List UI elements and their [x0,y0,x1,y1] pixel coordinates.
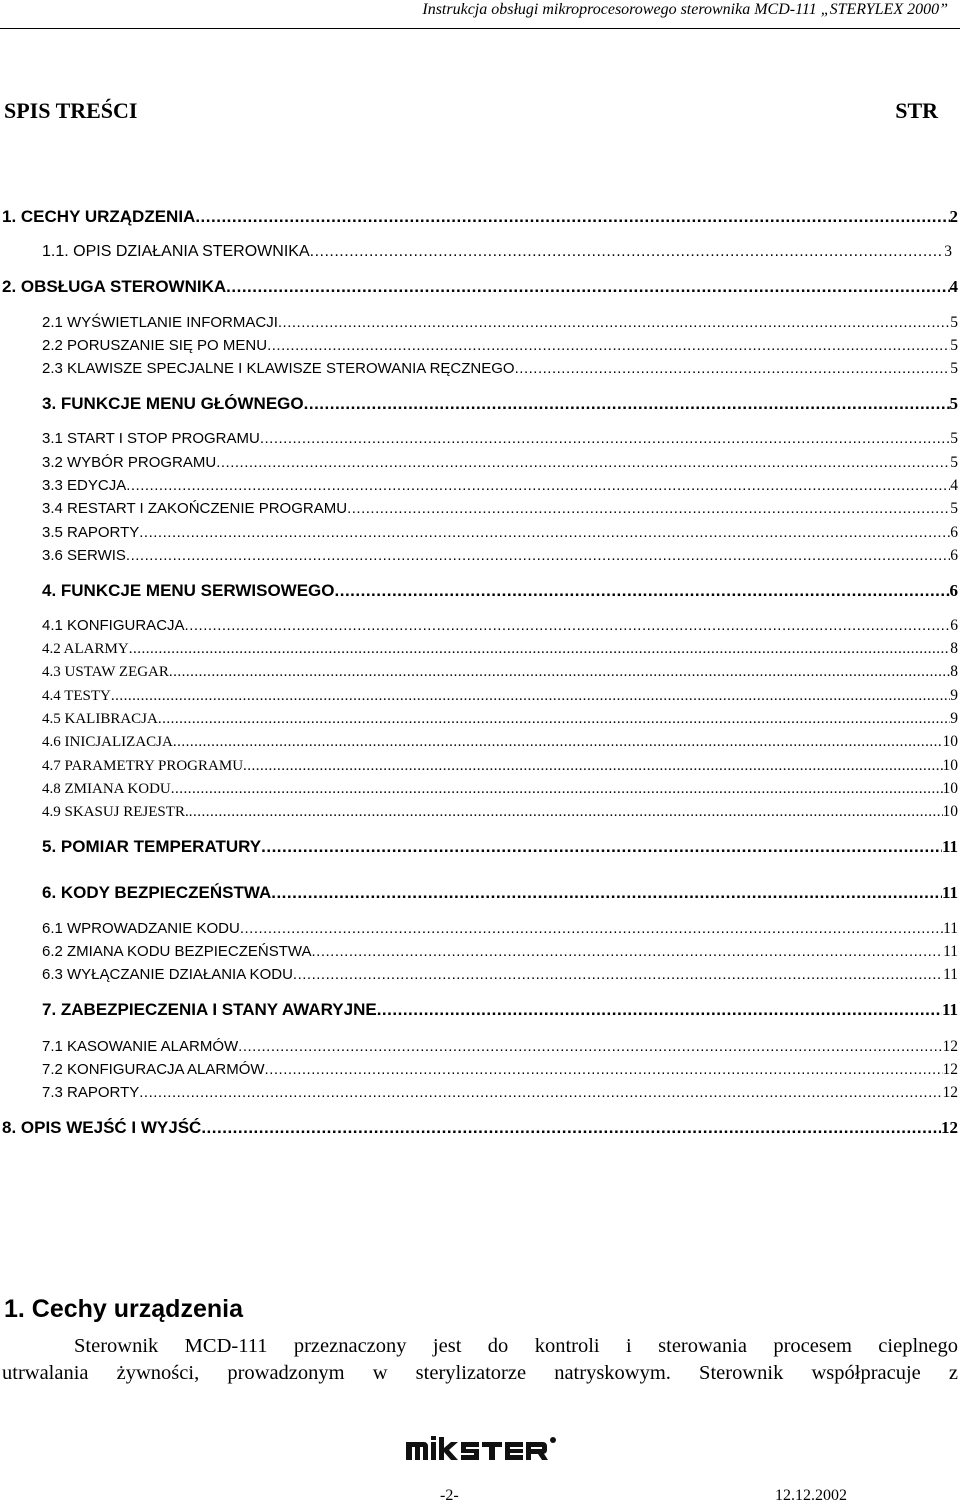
toc-entry-4-5[interactable] [42,708,958,730]
toc-entry-label: 3.6 SERWIS [42,547,126,564]
toc-entry-3[interactable] [42,393,958,415]
toc-entry-label: 2.3 KLAWISZE SPECJALNE I KLAWISZE STEROWANIA RĘCZNEGO [42,360,515,377]
toc-entry-page: 5 [949,394,958,413]
footer-page-number: -2- [440,1487,459,1504]
toc-entry-4-6[interactable] [42,731,958,753]
toc-entry-label: 3.3 EDYCJA [42,477,127,494]
toc-entry-page: 12 [942,1038,958,1055]
header-rule [0,28,960,29]
toc-entry-2-3[interactable] [42,358,958,380]
toc-entry-6-1[interactable] [42,918,958,940]
toc-entry-3-1[interactable] [42,428,958,450]
footer-date: 12.12.2002 [775,1487,847,1504]
toc-entry-3-6[interactable] [42,545,958,567]
toc-entry-label: 2.2 PORUSZANIE SIĘ PO MENU [42,337,268,354]
toc-entry-page: 5 [950,454,958,471]
toc-entry-4-4[interactable] [42,685,958,707]
toc-entry-label: 4.8 ZMIANA KODU [42,781,171,797]
toc-heading [4,96,938,126]
toc-page-column-label: STR [895,98,938,123]
toc-entry-page: 12 [942,1061,958,1078]
toc-entry-2[interactable] [2,276,958,298]
toc-entry-label: 1.1. OPIS DZIAŁANIA STEROWNIKA [42,243,310,260]
toc-entry-page: 11 [943,943,958,960]
toc-entry-label: 4.9 SKASUJ REJESTR. [42,804,189,820]
toc-entry-label: 1. CECHY URZĄDZENIA [2,207,196,226]
toc-entry-page: 10 [942,757,958,774]
toc-entry-page: 12 [942,1084,958,1101]
toc-entry-label: 4.2 ALARMY [42,641,129,657]
toc-entry-4[interactable] [42,580,958,602]
toc-entry-page: 6 [950,547,958,564]
toc-entry-page: 9 [950,687,958,704]
toc-entry-label: 3. FUNKCJE MENU GŁÓWNEGO [42,394,304,413]
toc-entry-6-2[interactable] [42,941,958,963]
toc-entry-page: 6 [950,617,958,634]
toc-entry-4-9[interactable] [42,801,958,823]
toc-entry-page: 5 [950,500,958,517]
toc-entry-2-2[interactable] [42,335,958,357]
toc-entry-label: 3.2 WYBÓR PROGRAMU [42,454,217,471]
body-line-2: utrwalania żywności, prowadzonym w sterylizatorze natryskowym. Sterownik współpracuje z [2,1362,958,1384]
toc-entry-page: 3 [944,243,952,260]
toc-entry-label: 6. KODY BEZPIECZEŃSTWA [42,883,272,902]
toc-entry-page: 10 [942,803,958,820]
toc-entry-page: 12 [941,1118,958,1137]
toc-entry-page: 2 [949,207,958,226]
toc-entry-label: 2.1 WYŚWIETLANIE INFORMACJI [42,314,278,331]
toc-entry-4-7[interactable] [42,755,958,777]
toc-entry-6-3[interactable] [42,964,958,986]
toc-entry-label: 3.4 RESTART I ZAKOŃCZENIE PROGRAMU [42,500,348,517]
toc-entry-label: 3.5 RAPORTY [42,524,140,541]
toc-entry-label: 4.1 KONFIGURACJA [42,617,185,634]
mikster-logo [404,1436,556,1462]
toc-entry-4-8[interactable] [42,778,958,800]
toc-entry-label: 4. FUNKCJE MENU SERWISOWEGO [42,581,335,600]
toc-entry-6[interactable] [42,882,958,904]
toc-entry-3-4[interactable] [42,498,958,520]
toc-entry-label: 2. OBSŁUGA STEROWNIKA [2,277,227,296]
toc-entry-2-1[interactable] [42,312,958,334]
toc-entry-page: 4 [950,477,958,494]
toc-entry-page: 10 [942,733,958,750]
toc-entry-7-3[interactable] [42,1082,958,1104]
toc-title: SPIS TREŚCI [4,98,138,123]
toc-entry-label: 4.5 KALIBRACJA [42,711,158,727]
toc-entry-1[interactable] [2,206,958,228]
toc-entry-page: 5 [950,430,958,447]
toc-entry-1-1[interactable] [42,241,952,263]
toc-entry-page: 6 [950,524,958,541]
toc-entry-label: 3.1 START I STOP PROGRAMU [42,430,260,447]
toc-entry-page: 8 [950,640,958,657]
toc-entry-3-3[interactable] [42,475,958,497]
toc-entry-7-2[interactable] [42,1059,958,1081]
toc-entry-page: 5 [950,337,958,354]
toc-entry-3-2[interactable] [42,452,958,474]
toc-entry-4-3[interactable] [42,661,958,683]
toc-entry-label: 6.3 WYŁĄCZANIE DZIAŁANIA KODU [42,966,293,983]
toc-entry-page: 10 [942,780,958,797]
toc-entry-label: 7.2 KONFIGURACJA ALARMÓW [42,1061,265,1078]
toc-entry-page: 11 [943,966,958,983]
toc-entry-page: 9 [950,710,958,727]
toc-entry-label: 4.3 USTAW ZEGAR [42,664,169,680]
toc-entry-page: 4 [949,277,958,296]
toc-entry-label: 4.4 TESTY [42,688,111,704]
toc-entry-label: 4.6 INICJALIZACJA [42,734,173,750]
toc-entry-page: 11 [941,837,958,856]
toc-entry-8[interactable] [2,1117,958,1139]
toc-entry-label: 7.1 KASOWANIE ALARMÓW [42,1038,239,1055]
toc-entry-page: 11 [941,1000,958,1019]
header-title: Instrukcja obsługi mikroprocesorowego sterownika MCD-111 „STERYLEX 2000” [422,1,948,18]
body-line-1: Sterownik MCD-111 przeznaczony jest do kontroli i sterowania procesem cieplnego [74,1335,958,1357]
toc-entry-page: 5 [950,360,958,377]
toc-entry-label: 8. OPIS WEJŚĆ I WYJŚĆ [2,1118,202,1137]
section-title: 1. Cechy urządzenia [4,1295,243,1323]
toc-entry-3-5[interactable] [42,522,958,544]
toc-entry-4-1[interactable] [42,615,958,637]
toc-entry-4-2[interactable] [42,638,958,660]
toc-entry-5[interactable] [42,836,958,858]
toc-entry-label: 7.3 RAPORTY [42,1084,140,1101]
toc-entry-page: 11 [941,883,958,902]
toc-entry-label: 5. POMIAR TEMPERATURY [42,837,262,856]
toc-entry-page: 11 [943,920,958,937]
toc-entry-7[interactable] [42,999,958,1021]
toc-entry-page: 6 [949,581,958,600]
toc-entry-page: 8 [950,663,958,680]
toc-entry-label: 4.7 PARAMETRY PROGRAMU [42,758,244,774]
toc-entry-label: 6.2 ZMIANA KODU BEZPIECZEŃSTWA [42,943,312,960]
toc-entry-label: 6.1 WPROWADZANIE KODU [42,920,240,937]
toc-entry-label: 7. ZABEZPIECZENIA I STANY AWARYJNE [42,1000,377,1019]
section-body [2,1333,958,1387]
toc-entry-7-1[interactable] [42,1036,958,1058]
toc-entry-page: 5 [950,314,958,331]
